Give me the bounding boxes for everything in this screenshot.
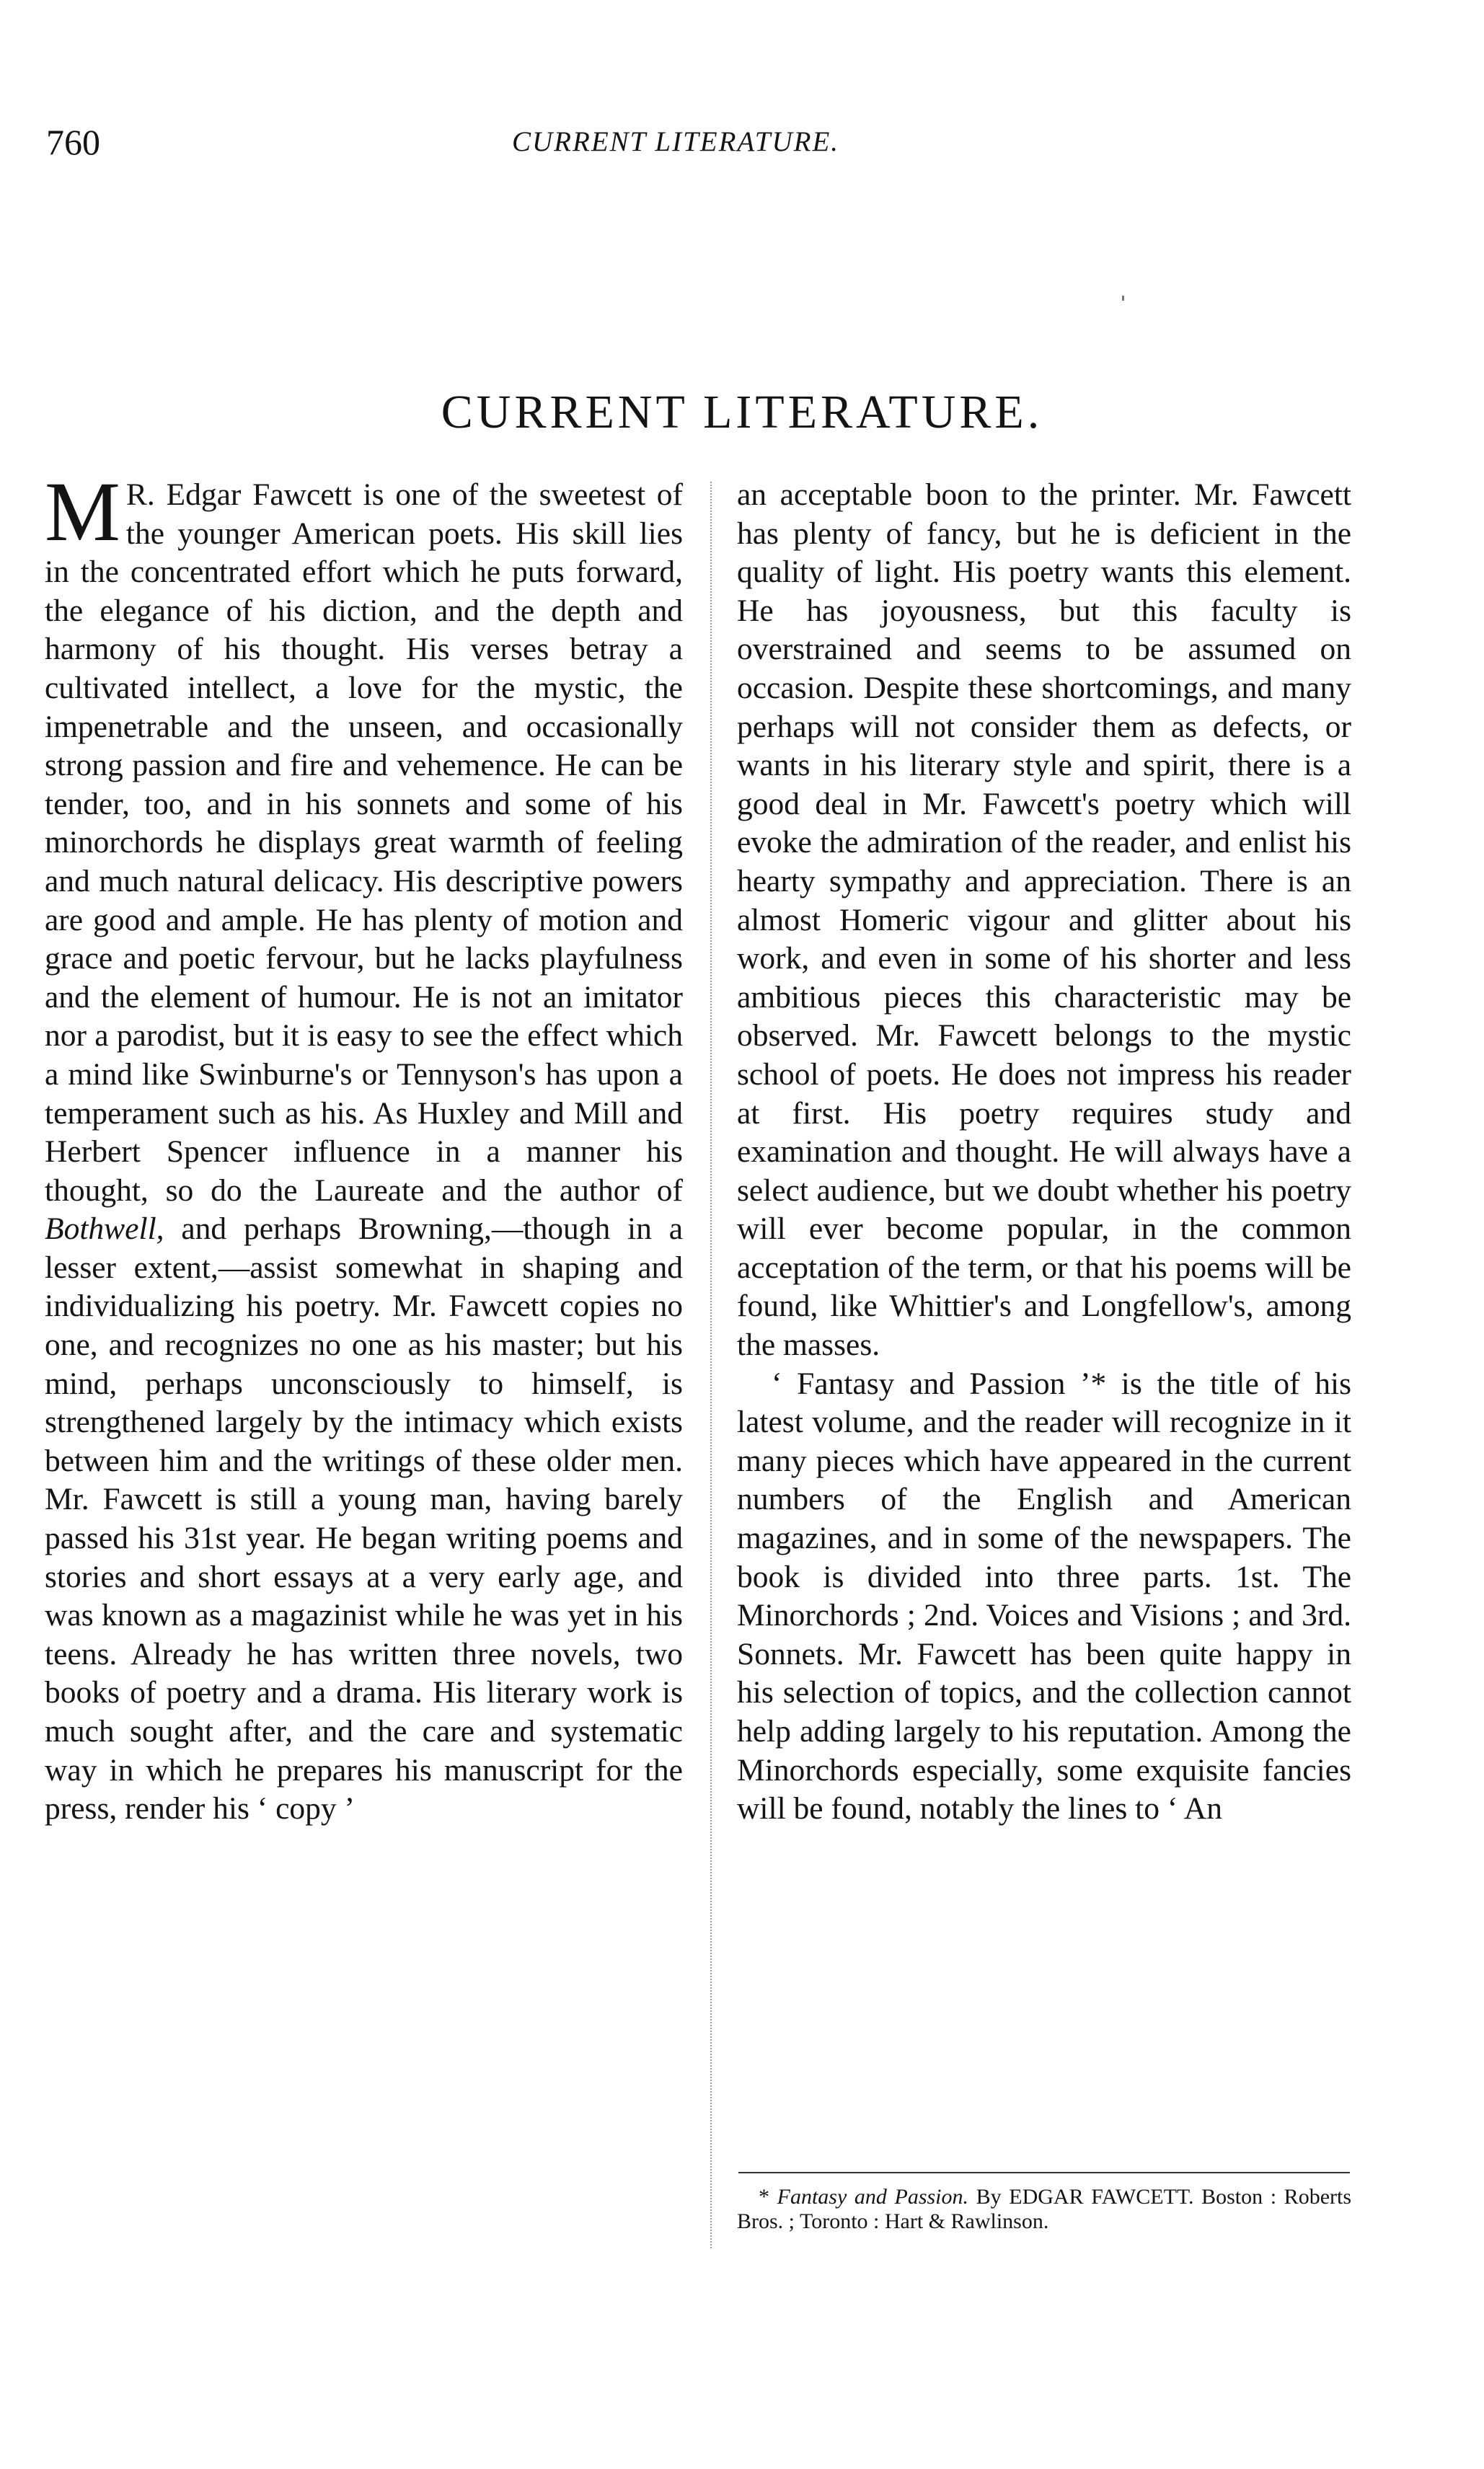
footnote [737, 2185, 1351, 2234]
drop-cap: M [45, 464, 120, 559]
right-column [737, 476, 1351, 1829]
page-number: 760 [46, 122, 100, 162]
left-column-text-continued: and perhaps Browning,—though in a lesser extent,—assist somewhat in shaping and individualizing his poetry. Mr. Fawcett copies no one, and recognizes no one as his master; but his mind, perhaps unconsciously to himself, is strengthened largely by the intimacy which exists between him and the writings of these older men. Mr. Fawcett is still a young man, having barely passed his 31st year. He began writing poems and stories and short essays at a very early age, and was known as a magazinist while he was yet in his teens. Already he has written three novels, two books of poetry and a drama. His literary work is much sought after, and the care and systematic way in which he prepares his manuscript for the press, render his ‘ copy ’ [45, 1211, 683, 1827]
left-column-paragraph [45, 464, 683, 1829]
footnote-marker: * [759, 2185, 769, 2209]
column-divider [710, 482, 712, 2248]
print-speck [1122, 296, 1124, 301]
footnote-book-title: Fantasy and Passion. [777, 2185, 969, 2209]
running-title: CURRENT LITERATURE. [512, 126, 840, 157]
footnote-text: By EDGAR FAWCETT. Boston : Roberts Bros. ; Toronto : Hart & Rawlinson. [737, 2185, 1352, 2233]
footnote-rule [738, 2172, 1350, 2173]
right-column-paragraph-2: ‘ Fantasy and Passion ’* is the title of his latest volume, and the reader will recognize in it many pieces which have appeared in the current numbers of the English and American magazines, and in some of the newspapers. The book is divided into three parts. 1st. The Minorchords ; 2nd. Voices and Visions ; and 3rd. Sonnets. Mr. Fawcett has been quite happy in his selection of topics, and the collection cannot help adding largely to his reputation. Among the Minorchords especially, some exquisite fancies will be found, notably the lines to ‘ An [737, 1366, 1351, 1827]
left-column [45, 464, 683, 1829]
book-title-reference: Bothwell, [45, 1211, 164, 1247]
running-head [0, 117, 1484, 167]
article-title: CURRENT LITERATURE. [441, 386, 1043, 438]
right-column-paragraph-1: an acceptable boon to the printer. Mr. Fawcett has plenty of fancy, but he is deficient in the quality of light. His poetry wants this element. He has joyousness, but this faculty is overstrained and seems to be assumed on occasion. Despite these shortcomings, and many perhaps will not consider them as defects, or wants in his literary style and spirit, there is a good deal in Mr. Fawcett's poetry which will evoke the admiration of the reader, and enlist his hearty sympathy and appreciation. There is an almost Homeric vigour and glitter about his work, and even in some of his shorter and less ambitious pieces this characteristic may be observed. Mr. Fawcett belongs to the mystic school of poets. He does not impress his reader at first. His poetry requires study and examination and thought. He will always have a select audience, but we doubt whether his poetry will ever become popular, in the common acceptation of the term, or that his poems will be found, like Whittier's and Longfellow's, among the masses. [737, 477, 1351, 1363]
left-column-text: R. Edgar Fawcett is one of the sweetest of the younger American poets. His skill lies in the concentrated effort which he puts forward, the elegance of his diction, and the depth and harmony of his thought. His verses betray a cultivated intellect, a love for the mystic, the impenetrable and the unseen, and occasionally strong passion and fire and vehemence. He can be tender, too, and in his sonnets and some of his minorchords he displays great warmth of feeling and much natural delicacy. His descriptive powers are good and ample. He has plenty of motion and grace and poetic fervour, but he lacks playfulness and the element of humour. He is not an imitator nor a parodist, but it is easy to see the effect which a mind like Swinburne's or Tennyson's has upon a temperament such as his. As Huxley and Mill and Herbert Spencer influence in a manner his thought, so do the Laureate and the author of [45, 477, 683, 1208]
